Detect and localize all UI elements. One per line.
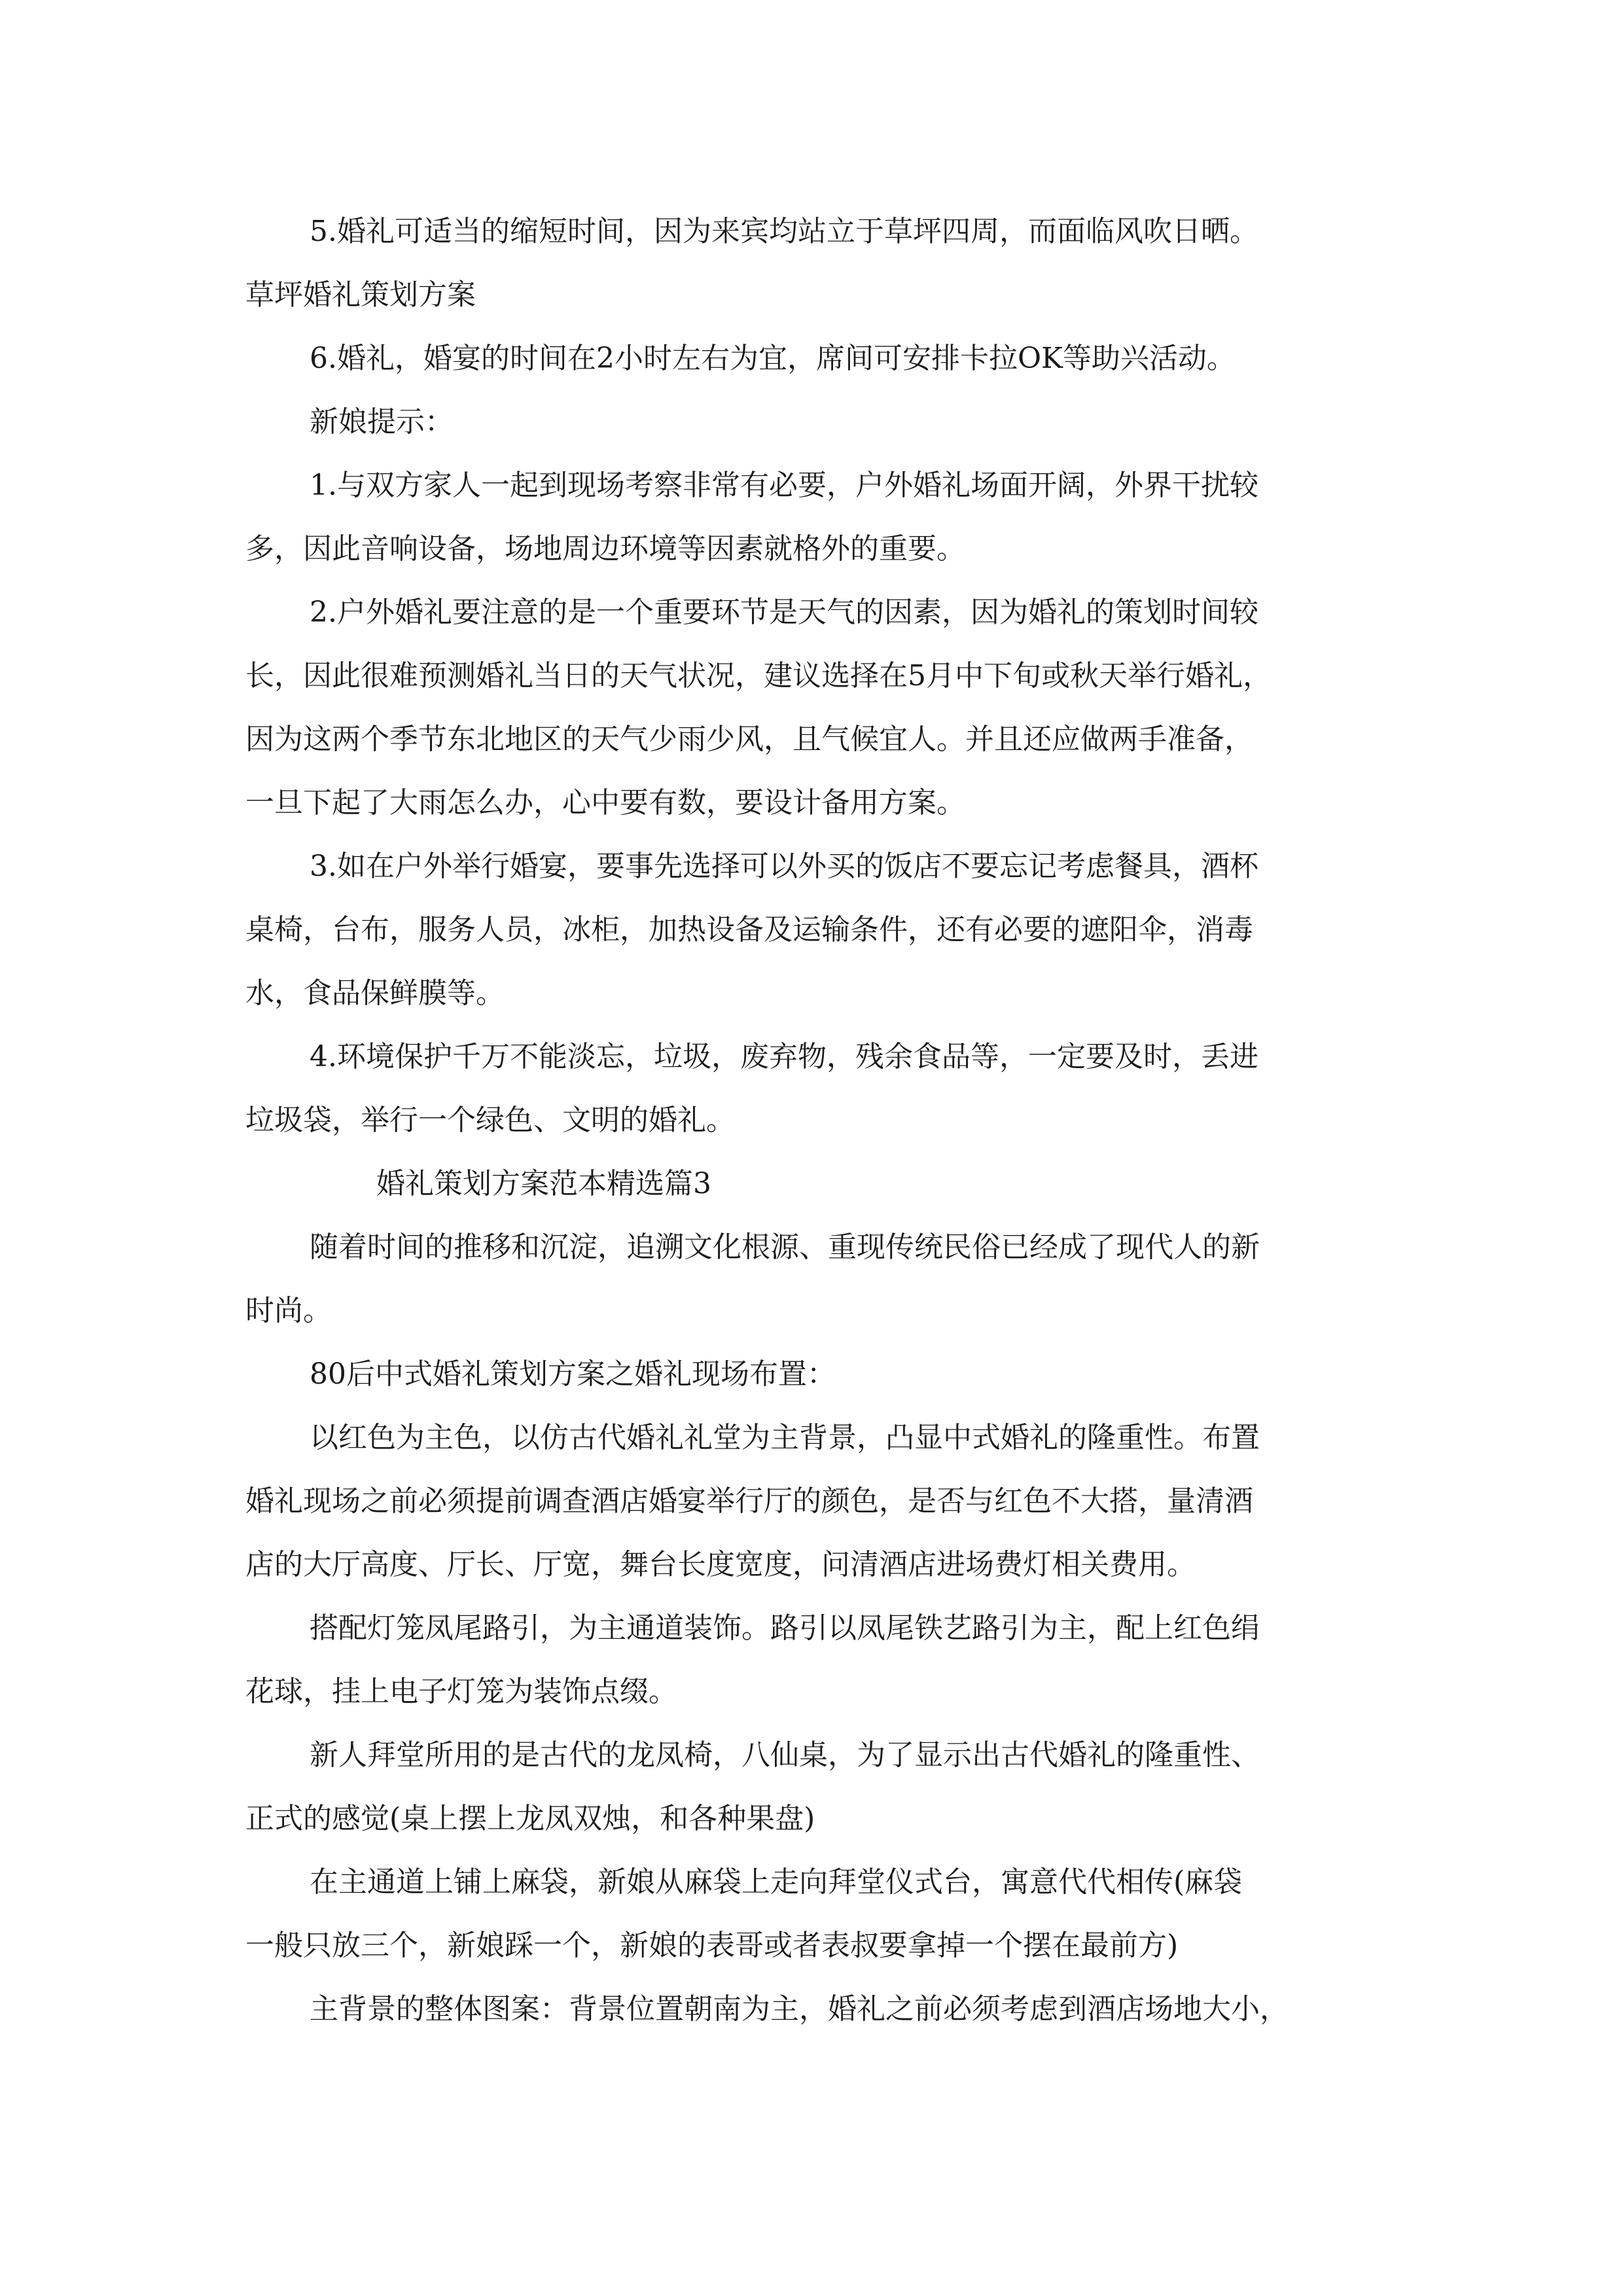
- paragraph-line: 1.与双方家人一起到现场考察非常有必要，户外婚礼场面开阔，外界干扰较: [310, 469, 1258, 502]
- paragraph-line: 搭配灯笼凤尾路引，为主通道装饰。路引以凤尾铁艺路引为主，配上红色绢: [310, 1611, 1260, 1645]
- paragraph-line: 店的大厅高度、厅长、厅宽，舞台长度宽度，问清酒店进场费灯相关费用。: [245, 1548, 1196, 1581]
- paragraph-line: 因为这两个季节东北地区的天气少雨少风，且气候宜人。并且还应做两手准备，: [245, 723, 1253, 756]
- paragraph-line: 婚礼现场之前必须提前调查酒店婚宴举行厅的颜色，是否与红色不大搭，量清酒: [245, 1484, 1253, 1518]
- section-heading: 新娘提示：: [310, 405, 454, 439]
- paragraph-line: 时尚。: [245, 1294, 332, 1327]
- paragraph-line: 4.环境保护千万不能淡忘，垃圾，废弃物，残余食品等，一定要及时，丢进: [310, 1040, 1258, 1073]
- paragraph-line: 多，因此音响设备，场地周边环境等因素就格外的重要。: [245, 532, 965, 565]
- document-body: [245, 200, 1381, 2041]
- paragraph-line: 一般只放三个，新娘踩一个，新娘的表哥或者表叔要拿掉一个摆在最前方): [245, 1929, 1179, 1962]
- paragraph-line: 桌椅，台布，服务人员，冰柜，加热设备及运输条件，还有必要的遮阳伞，消毒: [245, 913, 1253, 946]
- paragraph-line: 长，因此很难预测婚礼当日的天气状况，建议选择在5月中下旬或秋天举行婚礼，: [245, 659, 1272, 692]
- paragraph-line: 正式的感觉(桌上摆上龙凤双烛，和各种果盘): [245, 1802, 815, 1835]
- paragraph-line: 垃圾袋，举行一个绿色、文明的婚礼。: [245, 1103, 735, 1137]
- section-title: 婚礼策划方案范本精选篇3: [376, 1167, 711, 1200]
- paragraph-line: 新人拜堂所用的是古代的龙凤椅，八仙桌，为了显示出古代婚礼的隆重性、: [310, 1738, 1260, 1772]
- paragraph-line: 6.婚礼，婚宴的时间在2小时左右为宜，席间可安排卡拉OK等助兴活动。: [310, 342, 1236, 375]
- paragraph-line: 一旦下起了大雨怎么办，心中要有数，要设计备用方案。: [245, 786, 965, 819]
- paragraph-line: 水，食品保鲜膜等。: [245, 977, 505, 1010]
- paragraph-line: 花球，挂上电子灯笼为装饰点缀。: [245, 1675, 677, 1708]
- paragraph-line: 草坪婚礼策划方案: [245, 278, 476, 312]
- paragraph-line: 以红色为主色，以仿古代婚礼礼堂为主背景，凸显中式婚礼的隆重性。布置: [310, 1421, 1260, 1454]
- paragraph-line: 3.如在户外举行婚宴，要事先选择可以外买的饭店不要忘记考虑餐具，酒杯: [310, 850, 1258, 883]
- section-heading: 80后中式婚礼策划方案之婚礼现场布置：: [310, 1357, 836, 1391]
- paragraph-line: 2.户外婚礼要注意的是一个重要环节是天气的因素，因为婚礼的策划时间较: [310, 596, 1258, 629]
- paragraph-line: 5.婚礼可适当的缩短时间，因为来宾均站立于草坪四周，而面临风吹日晒。: [310, 215, 1258, 248]
- paragraph-line: 在主通道上铺上麻袋，新娘从麻袋上走向拜堂仪式台，寓意代代相传(麻袋: [310, 1865, 1243, 1899]
- paragraph-line: 主背景的整体图案：背景位置朝南为主，婚礼之前必须考虑到酒店场地大小，: [310, 1992, 1289, 2026]
- paragraph-line: 随着时间的推移和沉淀，追溯文化根源、重现传统民俗已经成了现代人的新: [310, 1230, 1260, 1264]
